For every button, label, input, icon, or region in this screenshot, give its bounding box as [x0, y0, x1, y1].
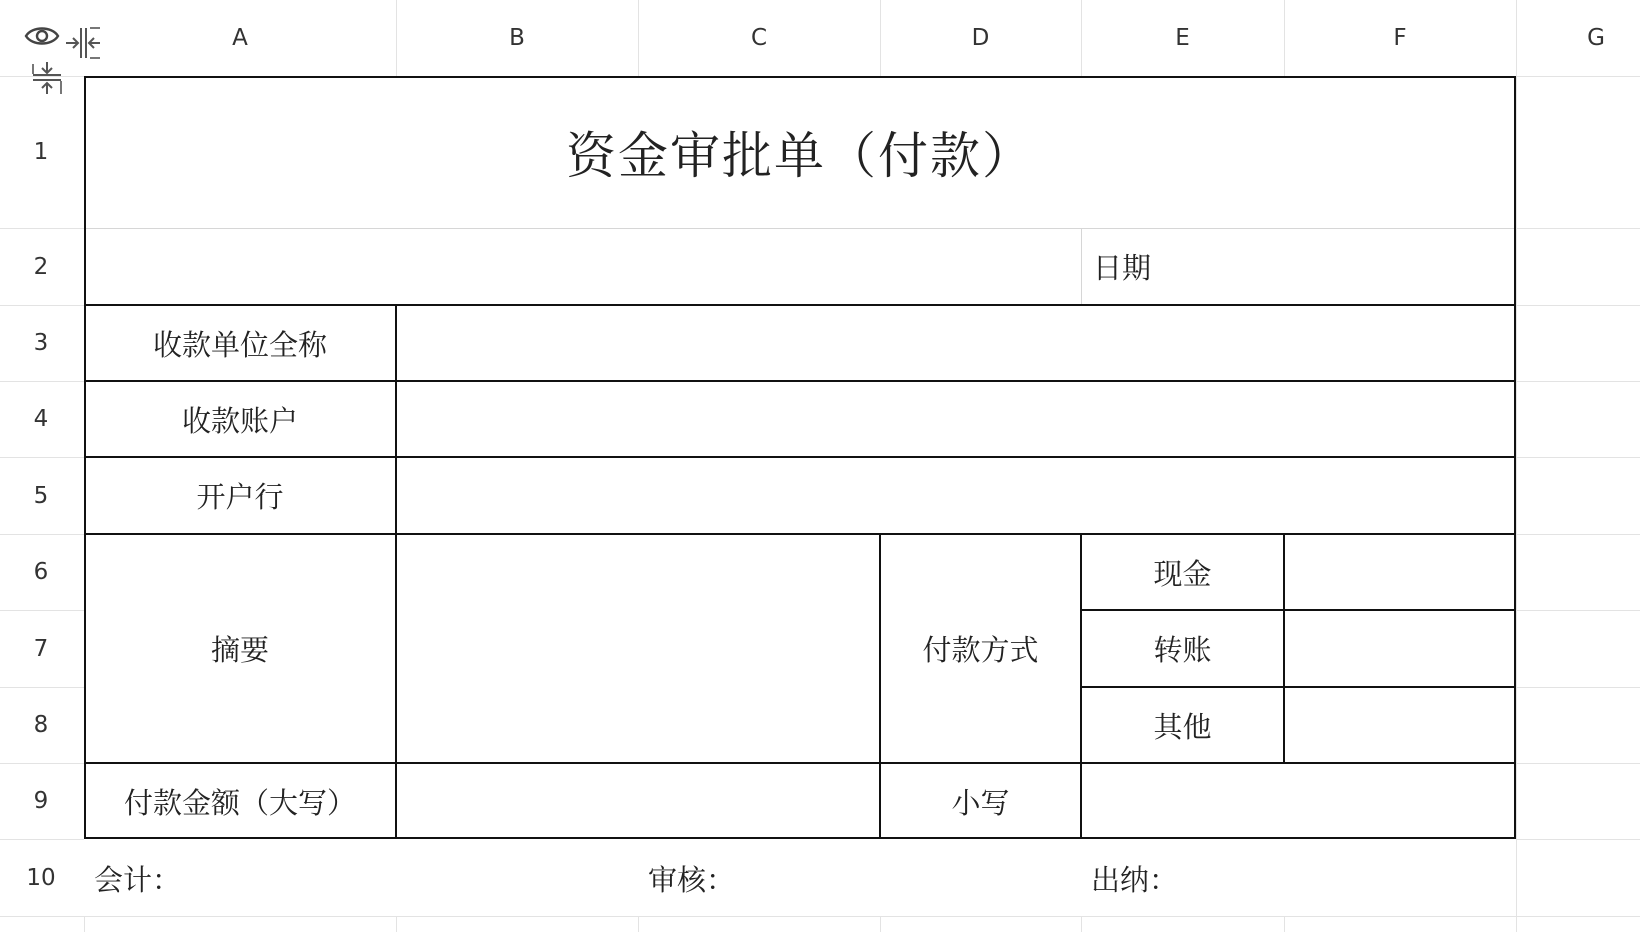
summary-value[interactable] — [396, 534, 880, 763]
amount-lower-value[interactable] — [1081, 763, 1516, 839]
column-header-a[interactable]: A — [232, 25, 248, 51]
method-transfer-label[interactable]: 转账 — [1153, 633, 1212, 667]
payee-account-value[interactable] — [396, 381, 1516, 457]
row-header-2[interactable]: 2 — [33, 253, 49, 280]
row-2-blank-cell[interactable] — [84, 228, 1081, 305]
accountant-label[interactable]: 会计： — [94, 862, 182, 897]
form-title[interactable]: 资金审批单（付款） — [566, 127, 1034, 185]
column-header-c[interactable]: C — [750, 25, 768, 51]
method-transfer-value[interactable] — [1284, 610, 1516, 687]
cashier-label[interactable]: 出纳： — [1091, 862, 1179, 897]
payee-name-label[interactable]: 收款单位全称 — [152, 327, 327, 362]
amount-upper-label[interactable]: 付款金额（大写） — [123, 785, 356, 820]
eye-icon[interactable] — [24, 22, 60, 50]
row-header-9[interactable]: 9 — [33, 788, 49, 814]
row-header-10[interactable]: 10 — [26, 864, 56, 891]
row-header-8[interactable]: 8 — [33, 712, 49, 738]
row-header-4[interactable]: 4 — [33, 406, 49, 432]
payment-method-label[interactable]: 付款方式 — [922, 633, 1039, 667]
column-header-e[interactable]: E — [1175, 25, 1190, 51]
row-header-5[interactable]: 5 — [33, 482, 49, 509]
row-header-1[interactable]: 1 — [33, 139, 49, 165]
method-other-label[interactable]: 其他 — [1153, 709, 1212, 744]
column-header-b[interactable]: B — [509, 25, 525, 51]
amount-upper-value[interactable] — [396, 763, 880, 839]
column-header-f[interactable]: F — [1393, 25, 1407, 51]
method-cash-label[interactable]: 现金 — [1153, 556, 1212, 591]
column-header-g[interactable]: G — [1587, 25, 1605, 51]
payee-account-label[interactable]: 收款账户 — [181, 403, 298, 438]
row-header-6[interactable]: 6 — [33, 559, 49, 585]
column-header-d[interactable]: D — [971, 25, 990, 51]
bank-value[interactable] — [396, 457, 1516, 534]
method-cash-value[interactable] — [1284, 534, 1516, 610]
bank-label[interactable]: 开户行 — [196, 480, 284, 514]
amount-lower-label[interactable]: 小写 — [951, 785, 1010, 820]
method-other-value[interactable] — [1284, 687, 1516, 763]
summary-label[interactable]: 摘要 — [210, 633, 269, 667]
row-header-3[interactable]: 3 — [33, 330, 49, 356]
date-label[interactable]: 日期 — [1093, 251, 1152, 285]
row-header-7[interactable]: 7 — [33, 635, 49, 662]
payee-name-value[interactable] — [396, 305, 1516, 381]
reviewer-label[interactable]: 审核： — [648, 862, 736, 897]
